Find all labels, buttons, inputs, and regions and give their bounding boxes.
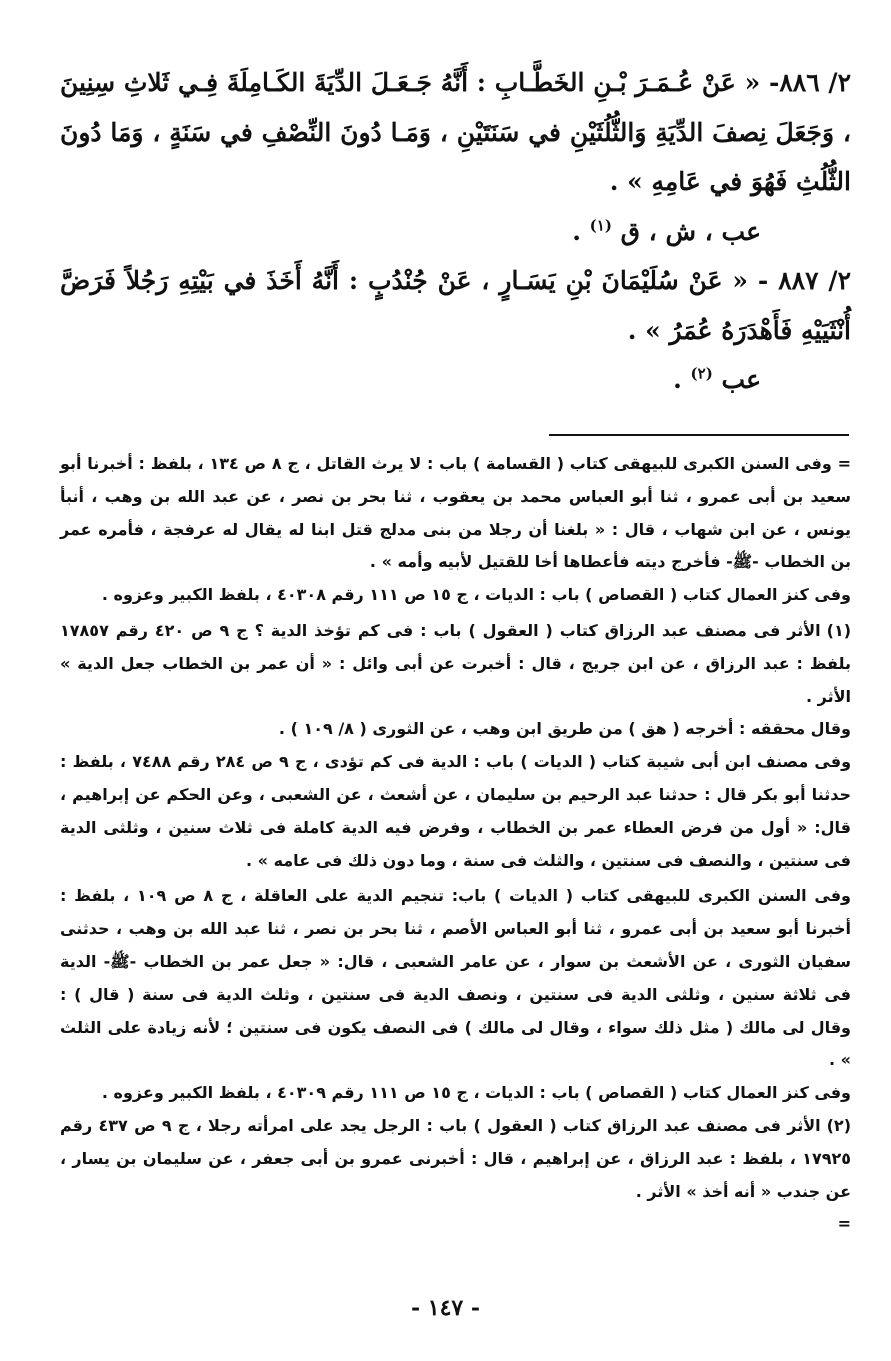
footnote-divider <box>549 434 849 436</box>
page-number: - ١٤٧ - <box>410 1295 481 1321</box>
main-text <box>60 58 851 405</box>
footnote-ref-1[interactable]: (١) <box>589 216 612 235</box>
source-abbreviations: عب <box>721 365 761 394</box>
hadith-entry-886: ٢/ ٨٨٦- « عَنْ عُـمَـرَ بْـنِ الخَطَّـابِ : أَنَّهُ جَـعَـلَ الدِّيَةَ الكَـامِلَةَ فِـي ثَلاثِ سِنِينَ ، وَجَعَلَ نِصفَ الدِّيَةِ وَالثُّلُثَيْنِ في سَنَتَيْنِ ، وَمَـا دُونَ النِّصْفِ في سَنَةٍ ، وَمَا دُونَ الثُّلُثِ فَهُوَ في عَامِهِ » . <box>60 68 851 196</box>
footnote-2-number: (٢) <box>826 1115 851 1135</box>
footnote-1-text: الأثر فى مصنف عبد الرزاق كتاب ( العقول ) باب : فى كم تؤخذ الدية ؟ ج ٩ ص ٤٢٠ رقم ١٧٨٥٧ بلفظ : عبد الرزاق ، عن ابن جريج ، قال : أخبرت عن أبى وائل : « أن عمر بن الخطاب جعل الدية » الأثر . <box>60 620 851 706</box>
footnote-2-text: الأثر فى مصنف عبد الرزاق كتاب ( العقول ) باب : الرجل يجد على امرأته رجلا ، ج ٩ ص ٤٣٧ رقم ١٧٩٢٥ ، بلفظ : عبد الرزاق ، عن إبراهيم ، قال : أخبرنى عمرو بن أبى جعفر ، عن سليمان بن يسار ، عن جندب « أنه أخذ » الأثر . <box>60 1115 851 1201</box>
hadith-entry-887: ٢/ ٨٨٧ - « عَنْ سُلَيْمَانَ بْنِ يَسَـارٍ ، عَنْ جُنْدُبٍ : أَنَّهُ أَخَذَ في بَيْتِهِ رَجُلاً فَرَضَّ أُنْثَيَيْهِ فَأَهْدَرَهُ عُمَرُ » . <box>60 266 851 345</box>
footnote-paragraph: وفى كنز العمال كتاب ( القصاص ) باب : الديات ، ج ١٥ ص ١١١ رقم ٤٠٣٠٨ ، بلفظ الكبير وعزوه . <box>101 585 851 605</box>
footnote-ref-2[interactable]: (٢) <box>690 364 713 383</box>
footnote-continuation: = وفى السنن الكبرى للبيهقى كتاب ( القسامة ) باب : لا يرث القاتل ، ج ٨ ص ١٣٤ ، بلفظ : أخبرنا أبو سعيد بن أبى عمرو ، ثنا أبو العباس محمد بن يعقوب ، ثنا بحر بن نصر ، عن عبد الله بن وهب ، أنبأ يونس ، عن ابن شهاب ، قال : « بلغنا أن رجلا من بنى مدلج قتل ابنا له يقال له عرفجة ، فأمره عمر بن الخطاب -ﷺ- فأخرج ديته فأعطاها أخا للقتيل لأبيه وأمه » . <box>60 454 852 572</box>
footnote-paragraph: وفى السنن الكبرى للبيهقى كتاب ( الديات ) باب: تنجيم الدية على العاقلة ، ج ٨ ص ١٠٩ ، بلفظ : أخبرنا أبو سعيد بن أبى عمرو ، ثنا أبو العباس الأصم ، ثنا بحر بن نصر ، ثنا عبد الله بن وهب ، حدثنى سفيان الثورى ، عن الأشعث بن سوار ، عن عامر الشعبى ، قال: « جعل عمر بن الخطاب -ﷺ- الدية فى ثلاثة سنين ، وثلثى الدية فى سنتين ، ونصف الدية فى سنتين ، وثلث الدية فى سنة ( قال ) : وقال لى مالك ( مثل ذلك سواء ، وقال لى مالك ) فى النصف يكون فى سنتين ؛ لأنه زيادة على الثلث » . <box>60 886 851 1070</box>
footnote-2 <box>60 1110 851 1208</box>
footnote-1 <box>60 615 851 713</box>
source-line-887: عب $^{(٢)}$ . <box>673 364 761 394</box>
source-abbreviations: عب ، ش ، ق <box>620 216 761 246</box>
footnotes <box>60 448 851 1241</box>
source-line-886: عب ، ش ، ق $^{(١)}$ . <box>572 216 761 246</box>
footnote-paragraph: وفى مصنف ابن أبى شيبة كتاب ( الديات ) باب : الدية فى كم تؤدى ، ج ٩ ص ٢٨٤ رقم ٧٤٨٨ ، بلفظ : حدثنا أبو بكر قال : حدثنا عبد الرحيم بن سليمان ، عن أشعث ، عن الشعبى ، وعن الحكم عن إبراهيم ، قال: « أول من فرض العطاء عمر بن الخطاب ، وفرض فيه الدية كاملة فى ثلاث سنين ، وثلثى الدية فى سنتين ، والنصف فى سنتين ، والثلث فى سنة ، وما دون ذلك فى عامه » . <box>60 752 852 870</box>
footnote-paragraph: وقال محققه : أخرجه ( هق ) من طريق ابن وهب ، عن الثورى ( ٨/ ١٠٩ ) . <box>278 719 851 739</box>
footnote-paragraph: وفى كنز العمال كتاب ( القصاص ) باب : الديات ، ج ١٥ ص ١١١ رقم ٤٠٣٠٩ ، بلفظ الكبير وعزوه . <box>101 1083 851 1103</box>
continued-mark: = <box>837 1214 851 1234</box>
footnote-1-number: (١) <box>826 620 852 640</box>
